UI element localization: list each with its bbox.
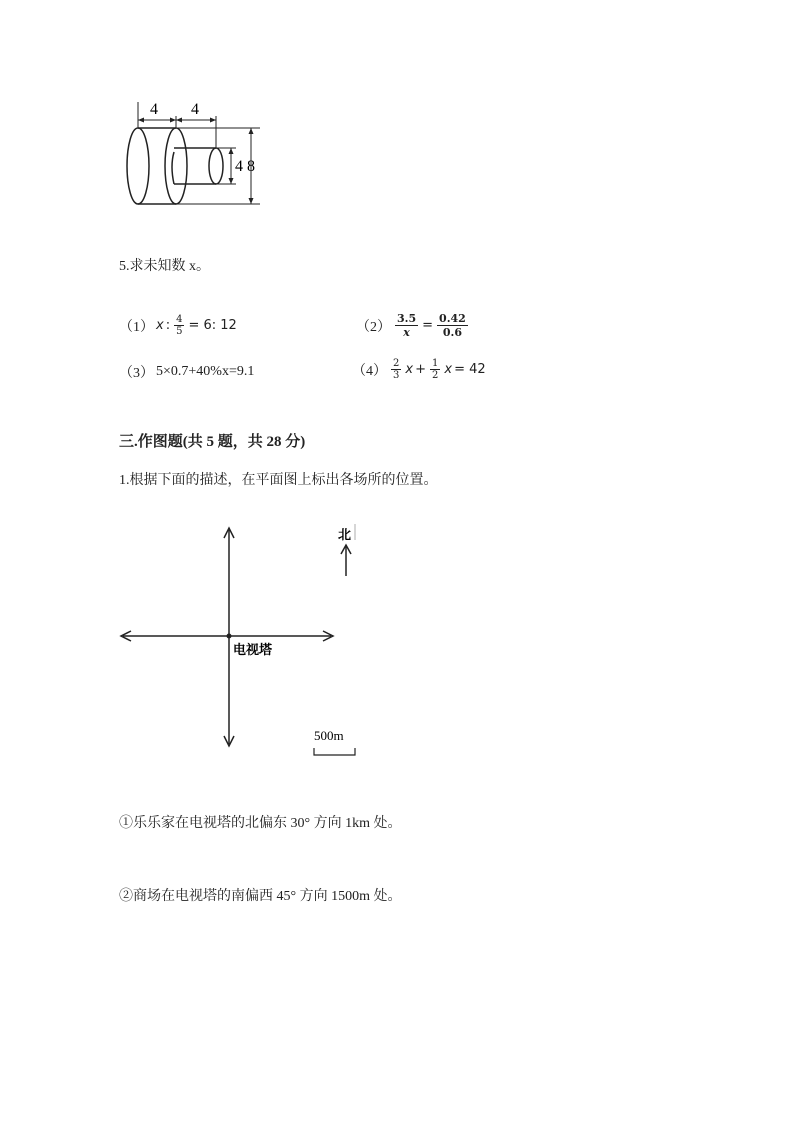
description-2: ②商场在电视塔的南偏西 45° 方向 1500m 处。 [119,889,402,904]
item-number: （4） [352,363,387,379]
tv-tower-map [115,520,375,760]
item-number: （3） [119,366,154,381]
scale-label: 500m [314,728,344,743]
cylinder-figure [118,96,268,214]
tv-tower-point [227,634,232,639]
q5-title: 5.求未知数 x。 [119,259,210,274]
q5-item-2: （2） $\frac{3.5}{x}$ = $\frac{0.42}{0.6}$ [356,312,466,339]
dim-inner-height: 4 [235,158,243,175]
fraction: $\frac{1}{2}$ [431,358,439,381]
dim-outer-height: 8 [247,158,255,175]
tv-tower-label: 电视塔 [233,642,273,657]
north-label: 北 [338,527,352,542]
scale-bar [314,748,355,755]
q5-item-3: （3） 5×0.7+40%x=9.1 [119,364,255,381]
q5-item-1: （1） x : $\frac{4}{5}$ = 6: 12 [119,314,237,337]
fraction: $\frac{4}{5}$ [176,314,183,337]
item-number: （2） [356,319,391,335]
q5-item-4: （4） $\frac{2}{3}$ x + $\frac{1}{2}$ x = 42 [352,358,486,381]
question-1-text: 1.根据下面的描述，在平面图上标出各场所的位置。 [119,473,438,488]
fraction: $\frac{3.5}{x}$ [397,312,417,339]
section-heading: 三.作图题(共 5 题，共 28 分) [119,434,306,450]
dim-top-right: 4 [191,101,199,118]
fraction: $\frac{2}{3}$ [393,358,400,381]
fraction: $\frac{0.42}{0.6}$ [439,312,466,339]
item-number: （1） [119,319,154,335]
dim-top-left: 4 [150,101,158,118]
description-1: ①乐乐家在电视塔的北偏东 30° 方向 1km 处。 [119,816,402,831]
